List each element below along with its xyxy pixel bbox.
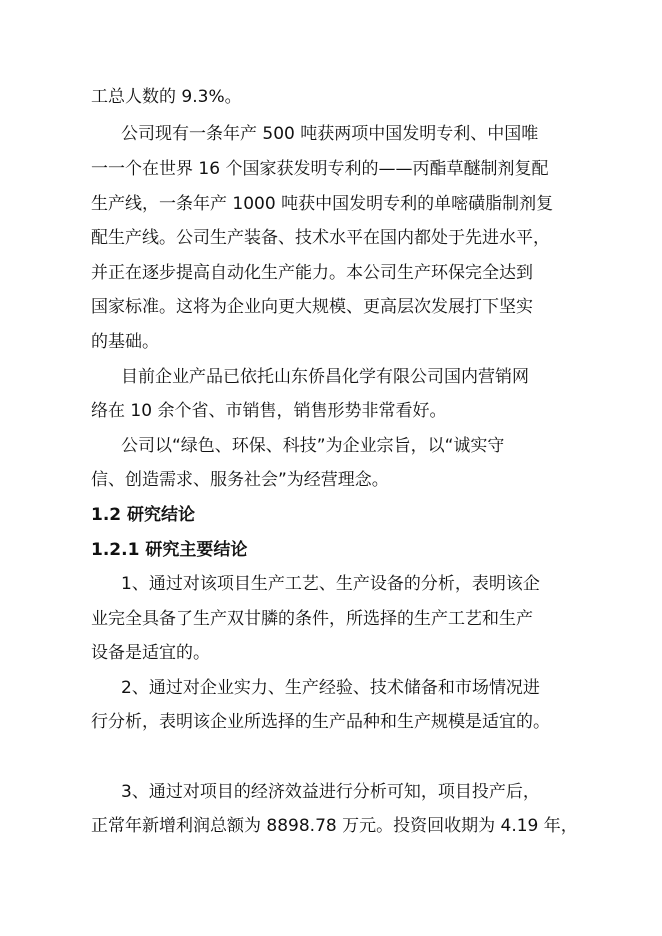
- paragraph-line: 2、通过对企业实力、生产经验、技术储备和市场情况进: [121, 678, 540, 698]
- paragraph-line: 配生产线。公司生产装备、技术水平在国内都处于先进水平，: [91, 228, 550, 248]
- paragraph-line: 国家标准。这将为企业向更大规模、更高层次发展打下坚实: [91, 297, 533, 317]
- paragraph-line: 工总人数的 9.3%。: [91, 87, 242, 107]
- paragraph-line: 生产线，一条年产 1000 吨获中国发明专利的单嘧磺脂制剂复: [91, 194, 554, 214]
- paragraph-line: 公司以“绿色、环保、科技”为企业宗旨，以“诚实守: [121, 436, 505, 456]
- paragraph-line: 目前企业产品已依托山东侨昌化学有限公司国内营销网: [121, 367, 529, 387]
- section-heading: 1.2 研究结论: [91, 505, 196, 525]
- paragraph-line: 设备是适宜的。: [91, 643, 210, 663]
- paragraph-line: 络在 10 余个省、市销售，销售形势非常看好。: [91, 401, 447, 421]
- paragraph-line: 3、通过对项目的经济效益进行分析可知，项目投产后，: [121, 782, 540, 802]
- paragraph-line: 的基础。: [91, 332, 159, 352]
- paragraph-line: 并正在逐步提高自动化生产能力。本公司生产环保完全达到: [91, 263, 533, 283]
- paragraph-line: 1、通过对该项目生产工艺、生产设备的分析，表明该企: [121, 574, 540, 594]
- paragraph-line: 公司现有一条年产 500 吨获两项中国发明专利、中国唯: [121, 124, 539, 144]
- subsection-heading: 1.2.1 研究主要结论: [91, 540, 248, 560]
- paragraph-line: 业完全具备了生产双甘膦的条件，所选择的生产工艺和生产: [91, 609, 533, 629]
- paragraph-line: 一一个在世界 16 个国家获发明专利的——丙酯草醚制剂复配: [91, 159, 549, 179]
- paragraph-line: 正常年新增利润总额为 8898.78 万元。投资回收期为 4.19 年，: [91, 816, 578, 836]
- paragraph-line: 行分析，表明该企业所选择的生产品种和生产规模是适宜的。: [91, 712, 550, 732]
- paragraph-line: 信、创造需求、服务社会”为经营理念。: [91, 470, 389, 490]
